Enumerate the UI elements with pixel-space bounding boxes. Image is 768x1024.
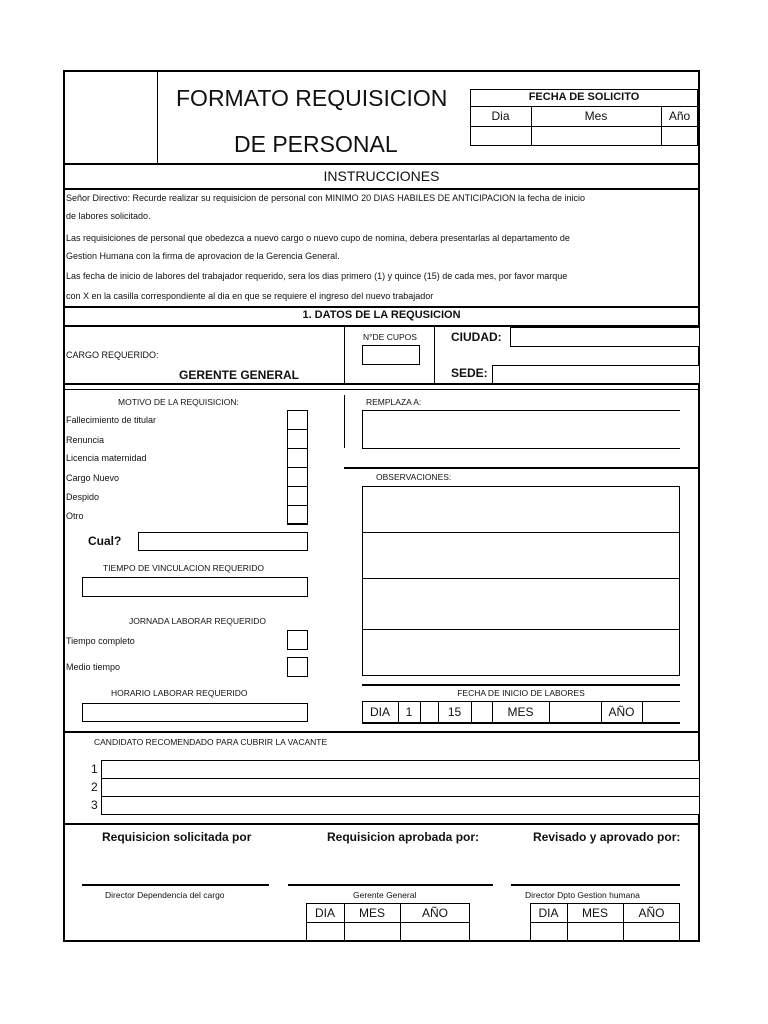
motivo-option-label: Cargo Nuevo	[66, 473, 120, 483]
horario-field[interactable]	[82, 703, 308, 722]
candidato-field-2[interactable]	[101, 778, 700, 797]
fecha-inicio-checkbox-1[interactable]	[421, 702, 437, 721]
fecha-solicito-label: FECHA DE SOLICITO	[528, 91, 640, 103]
gerente-mes-field[interactable]	[345, 923, 399, 941]
observaciones-label: OBSERVACIONES:	[376, 472, 452, 482]
motivo-checkbox-despido[interactable]	[287, 486, 308, 506]
gerente-anio-label: AÑO	[421, 906, 448, 920]
fecha-inicio-anio-field[interactable]	[643, 702, 679, 721]
gerente-general-label: Gerente General	[353, 890, 417, 900]
fecha-inicio-dia-option-15: 15	[447, 705, 462, 719]
observaciones-row	[362, 578, 680, 579]
gerente-dia-label: DIA	[314, 906, 335, 920]
fecha-inicio-anio-label: AÑO	[608, 705, 635, 719]
motivo-option-label: Despido	[66, 492, 100, 502]
fecha-inicio-label: FECHA DE INICIO DE LABORES	[457, 688, 585, 698]
motivo-checkbox-fallecimiento[interactable]	[287, 410, 308, 430]
fecha-dia-field[interactable]	[471, 127, 530, 145]
director-gh-label: Director Dpto Gestion humana	[525, 890, 640, 900]
motivo-option-label: Renuncia	[66, 435, 105, 445]
candidatos-top-line	[63, 731, 700, 733]
instructions-heading: INSTRUCCIONES	[323, 168, 440, 184]
fecha-inicio-rule	[362, 684, 680, 686]
jornada-label: JORNADA LABORAR REQUERIDO	[129, 616, 266, 626]
section1-bottom-line-b	[63, 389, 700, 390]
tiempo-field[interactable]	[82, 577, 308, 597]
cargo-label: CARGO REQUERIDO:	[66, 350, 159, 360]
fecha-inicio-row-bottom	[362, 722, 680, 724]
cupos-field[interactable]	[362, 345, 420, 365]
remplaza-divider	[344, 395, 345, 448]
motivo-option-label: Otro	[66, 511, 84, 521]
fecha-inicio-checkbox-15[interactable]	[472, 702, 491, 721]
director-dependencia-label: Director Dependencia del cargo	[105, 890, 225, 900]
motivo-checkbox-licencia[interactable]	[287, 448, 308, 468]
jornada-option-label: Tiempo completo	[66, 636, 135, 646]
observaciones-rule	[344, 467, 700, 469]
fecha-solicito-row1	[470, 106, 698, 107]
director-gh-anio-field[interactable]	[624, 923, 679, 941]
cupos-divider	[434, 325, 435, 383]
fecha-inicio-row-top	[362, 701, 680, 702]
firma-revisado-label: Revisado y aprovado por:	[533, 830, 681, 844]
gerente-mes-label: MES	[358, 906, 385, 920]
fecha-inicio-mes-label: MES	[507, 705, 534, 719]
firma-aprobada-label: Requisicion aprobada por:	[327, 830, 480, 844]
observaciones-field[interactable]	[362, 486, 680, 676]
candidato-number: 1	[91, 762, 98, 776]
firmas-top-line	[63, 823, 700, 825]
tiempo-label: TIEMPO DE VINCULACION REQUERIDO	[103, 563, 265, 573]
sede-field[interactable]	[492, 365, 700, 385]
cargo-divider	[344, 325, 345, 383]
firma-solicitada-signature-line[interactable]	[82, 884, 269, 886]
observaciones-row	[362, 629, 680, 630]
candidatos-label: CANDIDATO RECOMENDADO PARA CUBRIR LA VACANTE	[94, 737, 328, 747]
fecha-mes-label: Mes	[584, 109, 608, 123]
ciudad-field[interactable]	[510, 327, 700, 347]
remplaza-field[interactable]	[363, 411, 679, 447]
observaciones-row	[362, 532, 680, 533]
director-gh-dia-field[interactable]	[531, 923, 566, 941]
motivo-checkbox-renuncia[interactable]	[287, 429, 308, 449]
remplaza-line-bottom	[362, 448, 680, 449]
form-title-line1: FORMATO REQUISICION	[176, 85, 448, 111]
fecha-mes-field[interactable]	[532, 127, 660, 145]
gerente-anio-field[interactable]	[401, 923, 469, 941]
ciudad-label: CIUDAD:	[451, 330, 502, 344]
sede-label: SEDE:	[451, 366, 488, 380]
form-title-line2: DE PERSONAL	[234, 131, 398, 157]
cual-label: Cual?	[88, 534, 122, 548]
header-bottom-line	[63, 163, 700, 165]
fecha-anio-label: Año	[668, 109, 691, 123]
firma-gerente-signature-line[interactable]	[288, 884, 493, 886]
fecha-anio-field[interactable]	[662, 127, 697, 145]
jornada-option-label: Medio tiempo	[66, 662, 121, 672]
fecha-inicio-dia-option-1: 1	[405, 705, 413, 719]
fecha-inicio-mes-field[interactable]	[550, 702, 600, 721]
jornada-checkbox-medio[interactable]	[287, 657, 308, 677]
candidato-number: 2	[91, 780, 98, 794]
instruction-line: Las requisiciones de personal que obedezca a nuevo cargo o nuevo cupo de nomina, debera presentarlas al departamento de	[66, 233, 570, 243]
horario-label: HORARIO LABORAR REQUERIDO	[111, 688, 248, 698]
instruction-line: con X en la casilla correspondiente al dia en que se requiere el ingreso del nuevo trabajador	[66, 291, 434, 301]
director-gh-mes-label: MES	[581, 906, 608, 920]
section1-bottom-line-a	[63, 383, 700, 385]
remplaza-label: REMPLAZA A:	[366, 397, 422, 407]
fecha-dia-label: Dia	[491, 109, 510, 123]
logo-divider	[157, 71, 158, 163]
instruction-line: de labores solicitado.	[66, 211, 151, 221]
motivo-option-label: Licencia maternidad	[66, 453, 147, 463]
section1-top-line	[63, 306, 700, 308]
fecha-inicio-dia-label: DIA	[369, 705, 390, 719]
motivo-heading: MOTIVO DE LA REQUISICION:	[118, 397, 239, 407]
gerente-dia-field[interactable]	[307, 923, 343, 941]
instruction-line: Gestion Humana con la firma de aprovacion de la Gerencia General.	[66, 251, 340, 261]
candidato-field-3[interactable]	[101, 796, 700, 815]
director-gh-anio-label: AÑO	[638, 906, 665, 920]
motivo-checkbox-otro[interactable]	[287, 505, 308, 525]
instruction-line: Las fecha de inicio de labores del trabajador requerido, sera los dias primero (1) y quince (15) de cada mes, por favor marque	[66, 271, 568, 281]
director-gh-mes-field[interactable]	[568, 923, 622, 941]
motivo-option-label: Fallecimiento de titular	[66, 415, 157, 425]
firma-director-gh-signature-line[interactable]	[511, 884, 680, 886]
cupos-label: N°DE CUPOS	[363, 332, 417, 342]
cual-field[interactable]	[138, 532, 308, 551]
instructions-heading-line	[63, 188, 700, 190]
firma-solicitada-label: Requisicion solicitada por	[102, 830, 252, 844]
cargo-value[interactable]: GERENTE GENERAL	[179, 368, 300, 382]
candidato-number: 3	[91, 798, 98, 812]
director-gh-dia-label: DIA	[538, 906, 559, 920]
candidato-field-1[interactable]	[101, 760, 700, 779]
instruction-line: Señor Directivo: Recurde realizar su requisicion de personal con MINIMO 20 DIAS HABILES DE ANTICIPACION la fecha de inicio	[66, 193, 586, 203]
section1-heading: 1. DATOS DE LA REQUSICION	[302, 309, 461, 321]
motivo-checkbox-cargo-nuevo[interactable]	[287, 467, 308, 487]
jornada-checkbox-completo[interactable]	[287, 630, 308, 650]
